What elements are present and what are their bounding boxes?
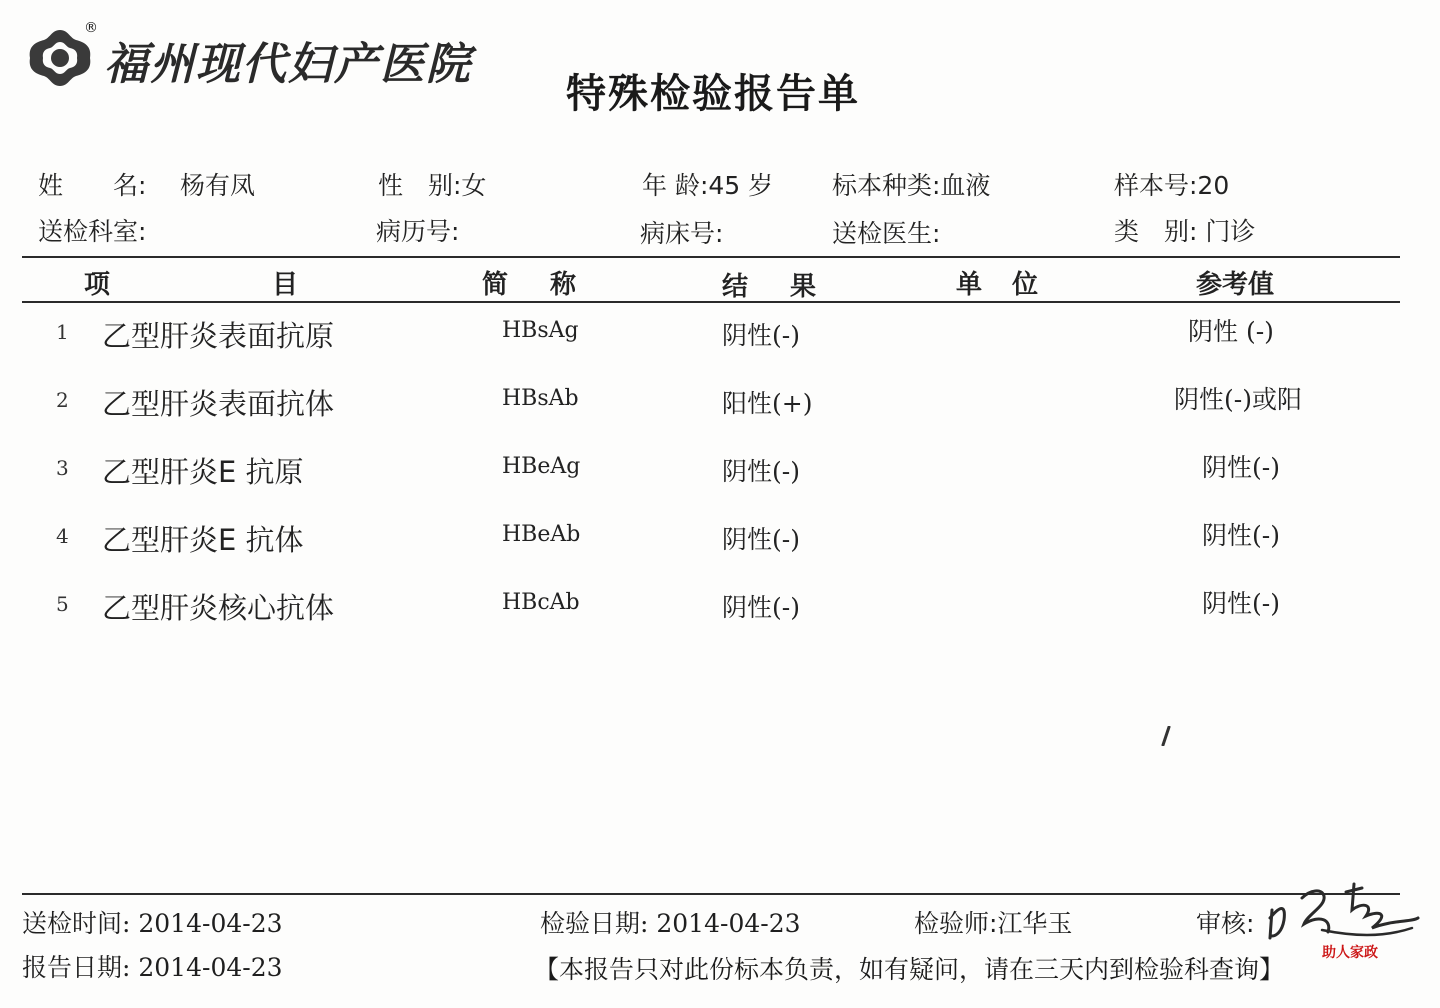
medical-record-number: 病历号: <box>376 217 460 246</box>
test-result: 阴性(-) <box>722 593 800 622</box>
submit-time: 送检时间: 2014-04-23 <box>22 909 283 938</box>
submitting-doctor: 送检医生: <box>832 219 941 248</box>
test-item: 乙型肝炎表面抗体 <box>102 387 335 421</box>
visit-category: 类 别: 门诊 <box>1114 217 1256 246</box>
header-unit-b: 位 <box>1012 270 1039 300</box>
specimen-type: 标本种类:血液 <box>832 171 991 200</box>
row-number: 4 <box>56 524 69 548</box>
submitting-department: 送检科室: <box>38 217 147 246</box>
disclaimer-notice: 【本报告只对此份标本负责，如有疑问，请在三天内到检验科查询】 <box>534 955 1285 984</box>
report-title: 特殊检验报告单 <box>566 71 860 117</box>
reference-value: 阴性(-) <box>1202 521 1280 550</box>
sample-number: 样本号:20 <box>1114 171 1230 200</box>
stray-mark-icon <box>1160 726 1172 746</box>
patient-name-label: 姓 名: <box>38 171 147 200</box>
header-abbr-a: 简 <box>482 270 509 300</box>
header-item-b: 目 <box>272 270 299 300</box>
table-header-rule <box>22 301 1400 303</box>
lab-technician: 检验师:江华玉 <box>914 909 1073 938</box>
test-item: 乙型肝炎表面抗原 <box>102 319 335 353</box>
reviewer-signature-icon <box>1262 880 1422 950</box>
test-result: 阳性(+) <box>722 389 813 418</box>
hospital-name: 福州现代妇产医院 <box>104 39 472 90</box>
header-item-a: 项 <box>84 270 111 300</box>
test-abbreviation: HBcAb <box>502 590 580 615</box>
test-abbreviation: HBeAb <box>502 522 581 547</box>
watermark-text: 助人家政 <box>1322 945 1378 961</box>
patient-age: 年 龄:45 岁 <box>642 171 774 200</box>
test-date: 检验日期: 2014-04-23 <box>540 909 801 938</box>
reference-value: 阴性(-) <box>1202 589 1280 618</box>
test-item: 乙型肝炎E 抗原 <box>102 455 304 489</box>
test-abbreviation: HBsAg <box>502 318 579 343</box>
test-result: 阴性(-) <box>722 525 800 554</box>
reviewer-label: 审核: <box>1196 909 1255 938</box>
header-reference: 参考值 <box>1196 270 1275 300</box>
patient-name: 杨有凤 <box>180 171 256 200</box>
header-result-b: 果 <box>790 272 817 302</box>
row-number: 1 <box>56 320 69 344</box>
header-abbr-b: 称 <box>550 270 577 300</box>
test-result: 阴性(-) <box>722 321 800 350</box>
reference-value: 阴性 (-) <box>1188 317 1274 346</box>
bed-number: 病床号: <box>640 219 724 248</box>
test-item: 乙型肝炎核心抗体 <box>102 591 335 625</box>
test-abbreviation: HBeAg <box>502 454 581 479</box>
test-item: 乙型肝炎E 抗体 <box>102 523 304 557</box>
patient-sex: 性 别:女 <box>378 171 487 200</box>
header-unit-a: 单 <box>956 270 983 300</box>
reference-value: 阴性(-)或阳 <box>1174 385 1302 414</box>
test-abbreviation: HBsAb <box>502 386 579 411</box>
row-number: 5 <box>56 592 69 616</box>
registered-mark: ® <box>84 20 98 36</box>
row-number: 2 <box>56 388 69 412</box>
header-result-a: 结 <box>722 272 749 302</box>
footer-rule <box>22 893 1400 895</box>
table-top-rule <box>22 256 1400 258</box>
row-number: 3 <box>56 456 69 480</box>
test-result: 阴性(-) <box>722 457 800 486</box>
reference-value: 阴性(-) <box>1202 453 1280 482</box>
report-date: 报告日期: 2014-04-23 <box>22 953 283 982</box>
